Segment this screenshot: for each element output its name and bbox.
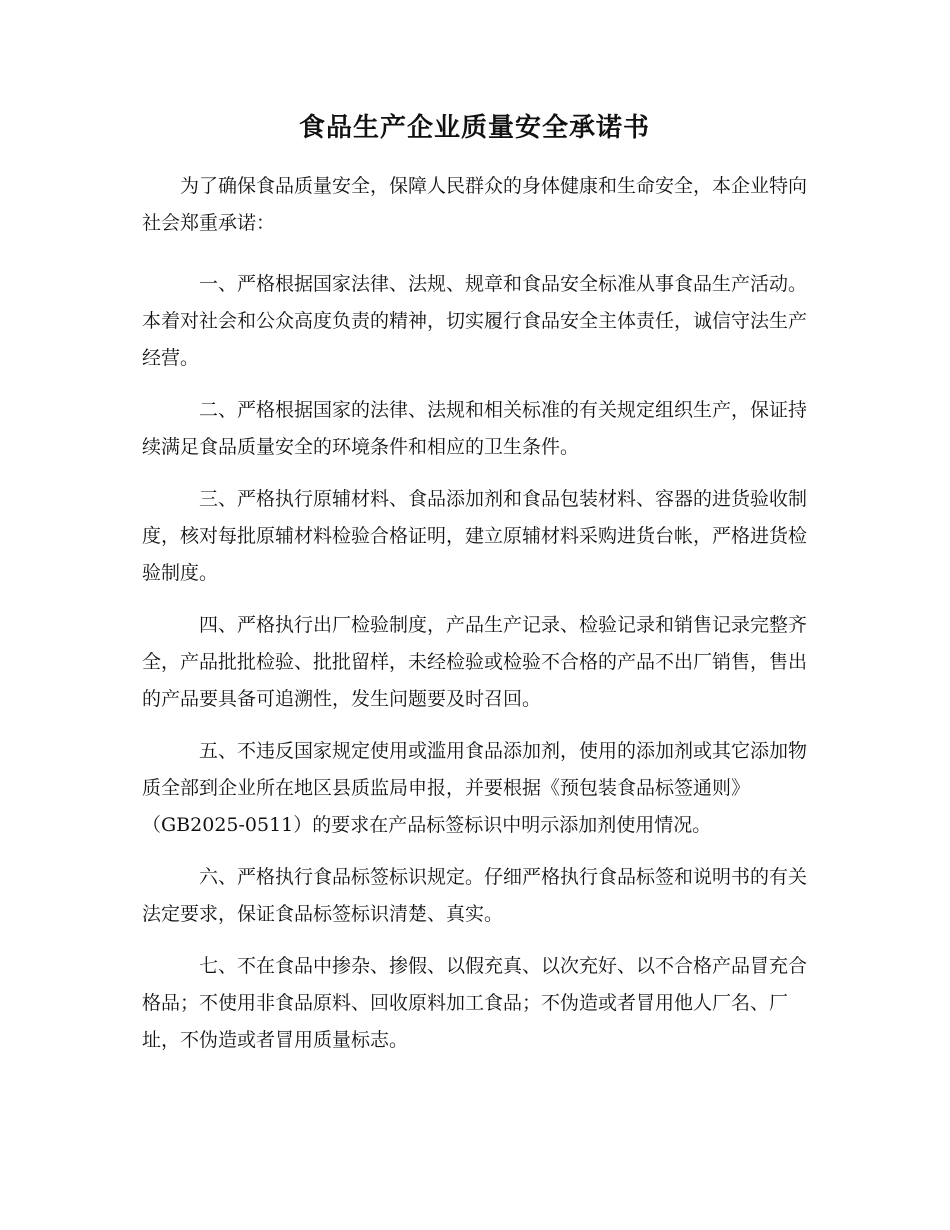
clause-7: 七、不在食品中掺杂、掺假、以假充真、以次充好、以不合格产品冒充合格品；不使用非食品原料、回收原料加工食品；不伪造或者冒用他人厂名、厂址，不伪造或者冒用质量标志。 [142,955,808,1051]
clause-6: 六、严格执行食品标签标识规定。仔细严格执行食品标签和说明书的有关法定要求，保证食品标签标识清楚、真实。 [142,866,808,925]
clause-4: 四、严格执行出厂检验制度，产品生产记录、检验记录和销售记录完整齐全，产品批批检验、批批留样，未经检验或检验不合格的产品不出厂销售，售出的产品要具备可追溯性，发生问题要及时召回。 [142,614,808,710]
clause-1: 一、严格根据国家法律、法规、规章和食品安全标准从事食品生产活动。本着对社会和公众高度负责的精神，切实履行食品安全主体责任，诚信守法生产经营。 [142,273,808,369]
clause-3: 三、严格执行原辅材料、食品添加剂和食品包装材料、容器的进货验收制度，核对每批原辅材料检验合格证明，建立原辅材料采购进货台帐，严格进货检验制度。 [142,488,808,584]
clause-5: 五、不违反国家规定使用或滥用食品添加剂，使用的添加剂或其它添加物质全部到企业所在地区县质监局申报，并要根据《预包装食品标签通则》（GB2025-0511）的要求在产品标签标识中明示添加剂使用情况。 [142,740,808,836]
document-title: 食品生产企业质量安全承诺书 [298,113,650,143]
intro-paragraph: 为了确保食品质量安全，保障人民群众的身体健康和生命安全，本企业特向社会郑重承诺： [142,175,808,234]
clause-2: 二、严格根据国家的法律、法规和相关标准的有关规定组织生产，保证持续满足食品质量安全的环境条件和相应的卫生条件。 [142,399,808,458]
document-page [142,108,807,1074]
